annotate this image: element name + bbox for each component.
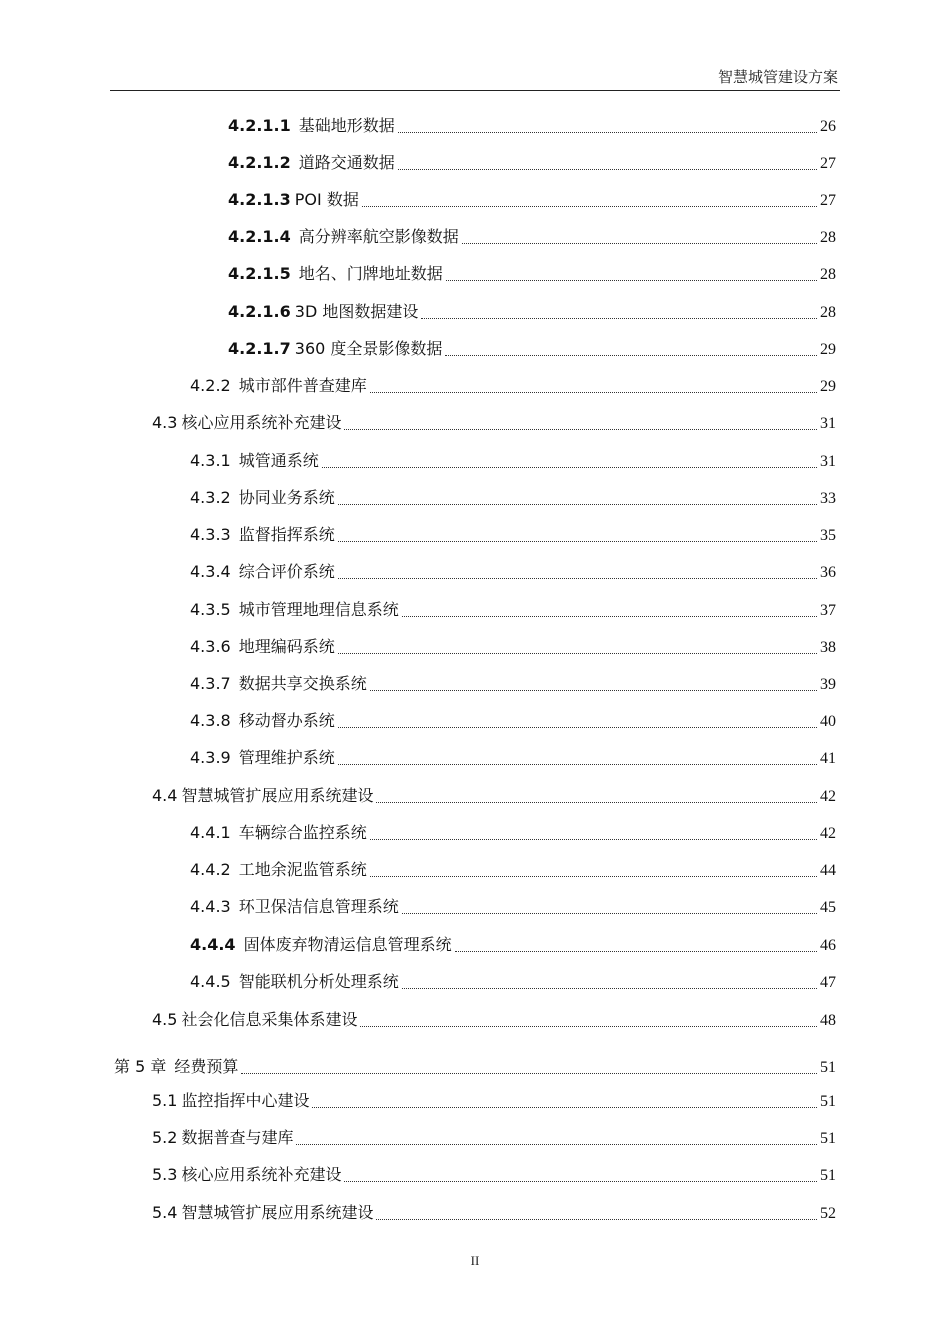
toc-entry-page: 27 bbox=[820, 155, 836, 172]
toc-entry-title: 核心应用系统补充建设 bbox=[181, 1165, 342, 1184]
toc-entry-number: 4.2.1.3 bbox=[228, 190, 291, 209]
toc-entry-page: 51 bbox=[820, 1059, 836, 1076]
toc-entry-number: 4.3.7 bbox=[190, 674, 231, 693]
toc-entry-title: 综合评价系统 bbox=[238, 562, 335, 581]
leader-dots bbox=[370, 392, 817, 393]
leader-dots bbox=[402, 616, 817, 617]
toc-entry-number: 4.2.1.5 bbox=[228, 264, 291, 283]
toc-entry-title: 城管通系统 bbox=[238, 451, 319, 470]
toc-entry[interactable] bbox=[228, 225, 836, 249]
toc-entry-page: 38 bbox=[820, 639, 836, 656]
leader-dots bbox=[370, 690, 817, 691]
page-footer bbox=[0, 1253, 950, 1269]
toc-entry-number: 4.3.9 bbox=[190, 748, 231, 767]
toc-entry[interactable] bbox=[190, 374, 836, 398]
toc-entry[interactable] bbox=[152, 411, 836, 435]
toc-entry-number: 4.2.1.7 bbox=[228, 339, 291, 358]
toc-entry-number: 5.4 bbox=[152, 1203, 178, 1222]
toc-entry[interactable] bbox=[152, 1126, 836, 1150]
toc-entry[interactable] bbox=[152, 1201, 836, 1225]
toc-entry-number: 4.3.4 bbox=[190, 562, 231, 581]
toc-entry[interactable] bbox=[152, 1089, 836, 1113]
toc-entry-page: 31 bbox=[820, 453, 836, 470]
toc-entry-page: 29 bbox=[820, 378, 836, 395]
toc-entry-number: 4.5 bbox=[152, 1010, 178, 1029]
toc-entry-page: 29 bbox=[820, 341, 836, 358]
leader-dots bbox=[398, 132, 817, 133]
toc-entry-number: 4.3.2 bbox=[190, 488, 231, 507]
toc-entry[interactable] bbox=[190, 672, 836, 696]
toc-entry[interactable] bbox=[190, 821, 836, 845]
document-title: 智慧城管建设方案 bbox=[717, 68, 838, 86]
leader-dots bbox=[462, 243, 817, 244]
leader-dots bbox=[338, 727, 817, 728]
toc-entry-page: 52 bbox=[820, 1205, 836, 1222]
toc-entry[interactable] bbox=[190, 523, 836, 547]
leader-dots bbox=[455, 951, 817, 952]
leader-dots bbox=[338, 578, 817, 579]
leader-dots bbox=[421, 318, 817, 319]
toc-entry-title: 社会化信息采集体系建设 bbox=[181, 1010, 358, 1029]
toc-entry-number: 4.2.2 bbox=[190, 376, 231, 395]
toc-entry-number: 4.2.1.4 bbox=[228, 227, 291, 246]
toc-entry-number: 5.1 bbox=[152, 1091, 178, 1110]
toc-entry-title: 高分辨率航空影像数据 bbox=[298, 227, 459, 246]
toc-entry-page: 40 bbox=[820, 713, 836, 730]
leader-dots bbox=[445, 355, 817, 356]
toc-entry-page: 41 bbox=[820, 750, 836, 767]
toc-entry-title: 车辆综合监控系统 bbox=[238, 823, 367, 842]
leader-dots bbox=[338, 764, 817, 765]
toc-entry[interactable] bbox=[190, 598, 836, 622]
toc-entry-number: 4.3.6 bbox=[190, 637, 231, 656]
leader-dots bbox=[344, 429, 817, 430]
toc-chapter-entry[interactable] bbox=[114, 1055, 836, 1079]
toc-entry-number: 4.3.3 bbox=[190, 525, 231, 544]
toc-entry[interactable] bbox=[228, 337, 836, 361]
toc-entry[interactable] bbox=[152, 784, 836, 808]
leader-dots bbox=[338, 541, 817, 542]
toc-entry-title: 基础地形数据 bbox=[298, 116, 395, 135]
toc-entry-number: 5.2 bbox=[152, 1128, 178, 1147]
leader-dots bbox=[370, 876, 817, 877]
toc-entry-title: 地理编码系统 bbox=[238, 637, 335, 656]
toc-entry[interactable] bbox=[190, 933, 836, 957]
toc-entry-page: 37 bbox=[820, 602, 836, 619]
toc-entry-number: 4.4.3 bbox=[190, 897, 231, 916]
toc-entry-title: 智慧城管扩展应用系统建设 bbox=[181, 786, 374, 805]
toc-entry-number: 4.4.1 bbox=[190, 823, 231, 842]
toc-entry-number: 4.2.1.6 bbox=[228, 302, 291, 321]
toc-entry[interactable] bbox=[190, 858, 836, 882]
leader-dots bbox=[344, 1181, 817, 1182]
toc-entry-number: 5.3 bbox=[152, 1165, 178, 1184]
leader-dots bbox=[402, 913, 817, 914]
toc-entry-title: 管理维护系统 bbox=[238, 748, 335, 767]
toc-entry[interactable] bbox=[190, 486, 836, 510]
toc-entry-page: 28 bbox=[820, 304, 836, 321]
toc-entry-page: 31 bbox=[820, 415, 836, 432]
toc-entry[interactable] bbox=[228, 114, 836, 138]
toc-entry-number: 4.3.1 bbox=[190, 451, 231, 470]
toc-entry[interactable] bbox=[190, 970, 836, 994]
toc-entry-page: 51 bbox=[820, 1130, 836, 1147]
toc-entry-title: 城市部件普查建库 bbox=[238, 376, 367, 395]
leader-dots bbox=[362, 206, 817, 207]
toc-entry-title: 数据普查与建库 bbox=[181, 1128, 294, 1147]
leader-dots bbox=[312, 1107, 817, 1108]
toc-entry-title: 环卫保洁信息管理系统 bbox=[238, 897, 399, 916]
leader-dots bbox=[398, 169, 817, 170]
toc-entry-title: 智能联机分析处理系统 bbox=[238, 972, 399, 991]
toc-entry-page: 45 bbox=[820, 899, 836, 916]
toc-entry[interactable] bbox=[228, 262, 836, 286]
toc-entry-title: 协同业务系统 bbox=[238, 488, 335, 507]
toc-entry-page: 27 bbox=[820, 192, 836, 209]
toc-entry[interactable] bbox=[190, 449, 836, 473]
toc-entry-number: 4.4.4 bbox=[190, 935, 236, 954]
page-number: II bbox=[470, 1253, 480, 1268]
toc-entry[interactable] bbox=[228, 151, 836, 175]
leader-dots bbox=[338, 653, 817, 654]
leader-dots bbox=[370, 839, 817, 840]
toc-entry-page: 28 bbox=[820, 266, 836, 283]
page-header bbox=[110, 62, 840, 91]
toc-entry-number: 4.2.1.2 bbox=[228, 153, 291, 172]
toc-entry-page: 51 bbox=[820, 1093, 836, 1110]
toc-entry-title: 移动督办系统 bbox=[238, 711, 335, 730]
toc-entry-title: 工地余泥监管系统 bbox=[238, 860, 367, 879]
leader-dots bbox=[241, 1073, 817, 1074]
toc-entry-page: 51 bbox=[820, 1167, 836, 1184]
toc-entry-page: 46 bbox=[820, 937, 836, 954]
toc-entry-page: 28 bbox=[820, 229, 836, 246]
toc-entry-page: 47 bbox=[820, 974, 836, 991]
toc-entry[interactable] bbox=[228, 188, 836, 212]
toc-entry-page: 44 bbox=[820, 862, 836, 879]
toc-entry-page: 42 bbox=[820, 825, 836, 842]
toc-entry-number: 第 5 章 bbox=[114, 1057, 167, 1076]
leader-dots bbox=[376, 1219, 817, 1220]
toc-entry-title: 监督指挥系统 bbox=[238, 525, 335, 544]
toc-entry-page: 26 bbox=[820, 118, 836, 135]
toc-entry-page: 33 bbox=[820, 490, 836, 507]
toc-entry-number: 4.2.1.1 bbox=[228, 116, 291, 135]
toc-entry-number: 4.3.8 bbox=[190, 711, 231, 730]
leader-dots bbox=[296, 1144, 817, 1145]
leader-dots bbox=[402, 988, 817, 989]
toc-entry-title: 地名、门牌地址数据 bbox=[298, 264, 443, 283]
toc-entry-title: POI 数据 bbox=[294, 190, 359, 209]
leader-dots bbox=[446, 280, 817, 281]
leader-dots bbox=[360, 1026, 817, 1027]
toc-entry-page: 39 bbox=[820, 676, 836, 693]
toc-entry-number: 4.4.5 bbox=[190, 972, 231, 991]
toc-entry[interactable] bbox=[190, 560, 836, 584]
toc-entry-title: 固体废弃物清运信息管理系统 bbox=[243, 935, 452, 954]
toc-entry-title: 城市管理地理信息系统 bbox=[238, 600, 399, 619]
toc-entry-title: 3D 地图数据建设 bbox=[294, 302, 419, 321]
toc-entry[interactable] bbox=[190, 895, 836, 919]
toc-entry[interactable] bbox=[190, 635, 836, 659]
toc-entry[interactable] bbox=[152, 1008, 836, 1032]
toc-entry-page: 42 bbox=[820, 788, 836, 805]
toc-entry-number: 4.3.5 bbox=[190, 600, 231, 619]
toc-entry[interactable] bbox=[190, 709, 836, 733]
toc-entry-title: 经费预算 bbox=[174, 1057, 239, 1076]
toc-entry[interactable] bbox=[152, 1163, 836, 1187]
toc-entry-page: 35 bbox=[820, 527, 836, 544]
toc-entry-page: 48 bbox=[820, 1012, 836, 1029]
toc-entry-title: 监控指挥中心建设 bbox=[181, 1091, 310, 1110]
toc-entry-title: 核心应用系统补充建设 bbox=[181, 413, 342, 432]
leader-dots bbox=[322, 467, 817, 468]
toc-entry-page: 36 bbox=[820, 564, 836, 581]
toc-entry[interactable] bbox=[190, 746, 836, 770]
toc-entry-title: 道路交通数据 bbox=[298, 153, 395, 172]
toc-entry[interactable] bbox=[228, 300, 836, 324]
toc-entry-number: 4.4 bbox=[152, 786, 178, 805]
toc-entry-title: 360 度全景影像数据 bbox=[294, 339, 443, 358]
toc-entry-title: 数据共享交换系统 bbox=[238, 674, 367, 693]
leader-dots bbox=[376, 802, 817, 803]
toc-entry-number: 4.3 bbox=[152, 413, 178, 432]
toc-entry-number: 4.4.2 bbox=[190, 860, 231, 879]
leader-dots bbox=[338, 504, 817, 505]
toc-entry-title: 智慧城管扩展应用系统建设 bbox=[181, 1203, 374, 1222]
